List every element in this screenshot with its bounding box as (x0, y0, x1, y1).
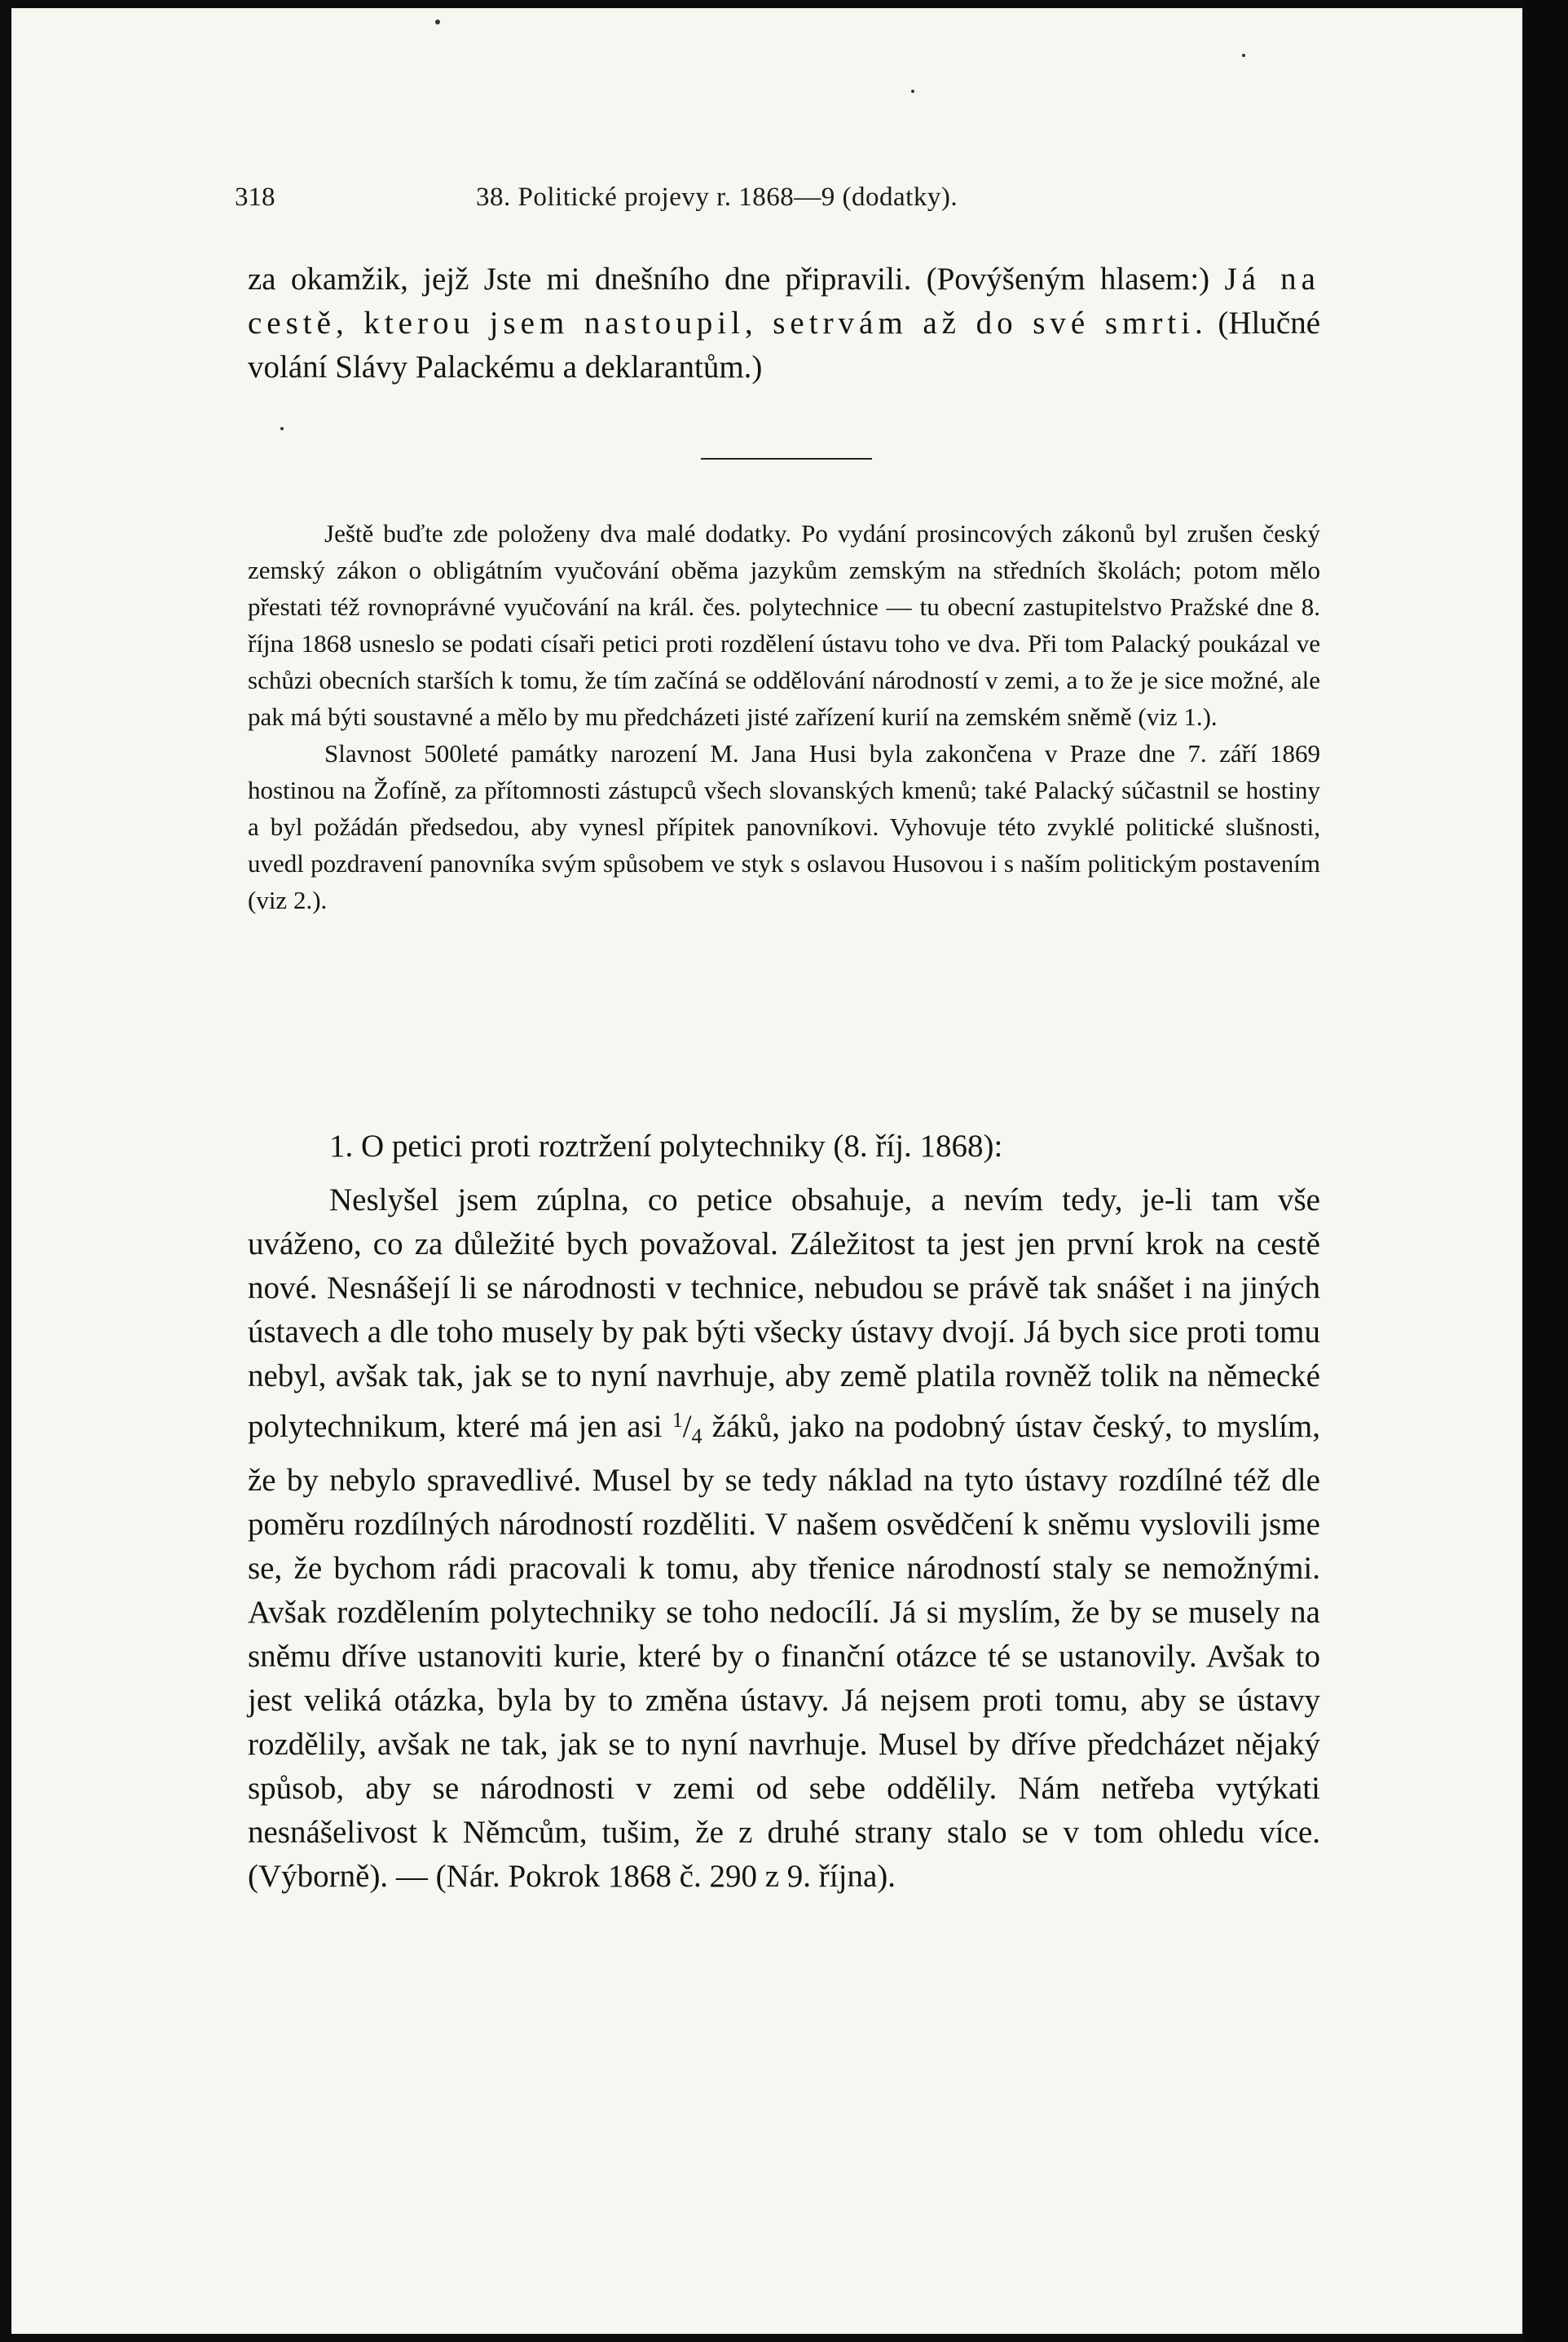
speech-text-after-fraction: žáků, jako na podobný ústav český, to myslím, že by nebylo spravedlivé. Musel by se tedy náklad na tyto ústavy rozdílné též dle poměru rozdílných národností rozděliti. V našem osvědčení k sněmu vyslovili jsme se, že bychom rádi pracovali k tomu, aby třenice národností staly se nemožnými. Avšak rozdělením polytechniky se toho nedocílí. Já si myslím, že by se musely na sněmu dříve ustanoviti kurie, které by o finanční otázce té se ustanovily. Avšak to jest veliká otázka, byla by to změna ústavy. Já nejsem proti tomu, aby se ústavy rozdělily, avšak ne tak, jak se to nyní navrhuje. Musel by dříve předcházet nějaký spůsob, aby se národnosti v zemi od sebe oddělily. Nám netřeba vytýkati nesnášelivost k Němcům, tušim, že z druhé strany stalo se v tom ohledu více. (Výborně). — (Nár. Pokrok 1868 č. 290 z 9. října). (248, 1409, 1321, 1894)
intro-paragraph (248, 258, 1320, 390)
scan-speck (911, 90, 914, 93)
section-heading: 1. O petici proti roztržení polytechniky (8. říj. 1868): (329, 1129, 1003, 1164)
running-title: 38. Politické projevy r. 1868—9 (dodatky). (476, 183, 958, 212)
scan-speck (435, 20, 440, 24)
intro-line-start: za okamžik, jejž Jste mi dnešního dne připravili. (Povýšeným hlasem:) (248, 262, 1210, 297)
page-number: 318 (235, 183, 275, 212)
intro-spaced-emphasis: Já na cestě, kterou jsem nastoupil, setrvám až do své smrti. (248, 262, 1320, 341)
note-paragraph-1: Ještě buďte zde položeny dva malé dodatky. Po vydání prosincových zákonů byl zrušen český zemský zákon o obligátním vyučování oběma jazykům zemským na středních školách; potom mělo přestati též rovnoprávné vyučování na král. čes. polytechnice — tu obecní zastupitelstvo Pražské dne 8. října 1868 usneslo se podati císaři petici proti rozdělení ústavu toho ve dva. Při tom Palacký poukázal ve schůzi obecních starších k tomu, že tím začíná se oddělování národností v zemi, a to že je sice možné, ale pak má býti soustavné a mělo by mu předcházeti jisté zařízení kurií na zemském sněmě (viz 1.). (248, 519, 1320, 731)
intro-text (248, 258, 1320, 390)
fraction-denominator: 4 (691, 1424, 703, 1448)
speech-paragraph (248, 1178, 1320, 1899)
editor-note (248, 515, 1320, 918)
fraction-slash: / (682, 1409, 692, 1444)
speech-text-before-fraction: Neslyšel jsem zúplna, co petice obsahuje, a nevím tedy, je-li tam vše uváženo, co za důležité bych považoval. Záležitost ta jest jen první krok na cestě nové. Nesnášejí li se národnosti v technice, nebudou se právě tak snášet i na jiných ústavech a dle toho musely by pak býti všecky ústavy dvojí. Já bych sice proti tomu nebyl, avšak tak, jak se to nyní navrhuje, aby země platila rovněž tolik na německé polytechnikum, které má jen asi (248, 1182, 1320, 1444)
scan-dark-edge (1522, 0, 1568, 2342)
scan-speck (1242, 54, 1245, 57)
speech-text (248, 1178, 1320, 1899)
intro-line-end: (Hlučné volání Slávy Palackému a deklarantům.) (248, 306, 1321, 385)
fraction-quarter (672, 1408, 703, 1448)
scan-speck (280, 427, 284, 430)
note-paragraph-2: Slavnost 500leté památky narození M. Jana Husi byla zakončena v Praze dne 7. září 1869 hostinou na Žofíně, za přítomnosti zástupců všech slovanských kmenů; také Palacký súčastnil se hostiny a byl požádán předsedou, aby vynesl přípitek panovníkovi. Vyhovuje této zvyklé politické slušnosti, uvedl pozdravení panovníka svým spůsobem ve styk s oslavou Husovou i s naším politickým postavením (viz 2.). (248, 739, 1320, 914)
fraction-numerator: 1 (672, 1408, 683, 1432)
section-divider (701, 458, 872, 460)
book-page (11, 8, 1522, 2334)
